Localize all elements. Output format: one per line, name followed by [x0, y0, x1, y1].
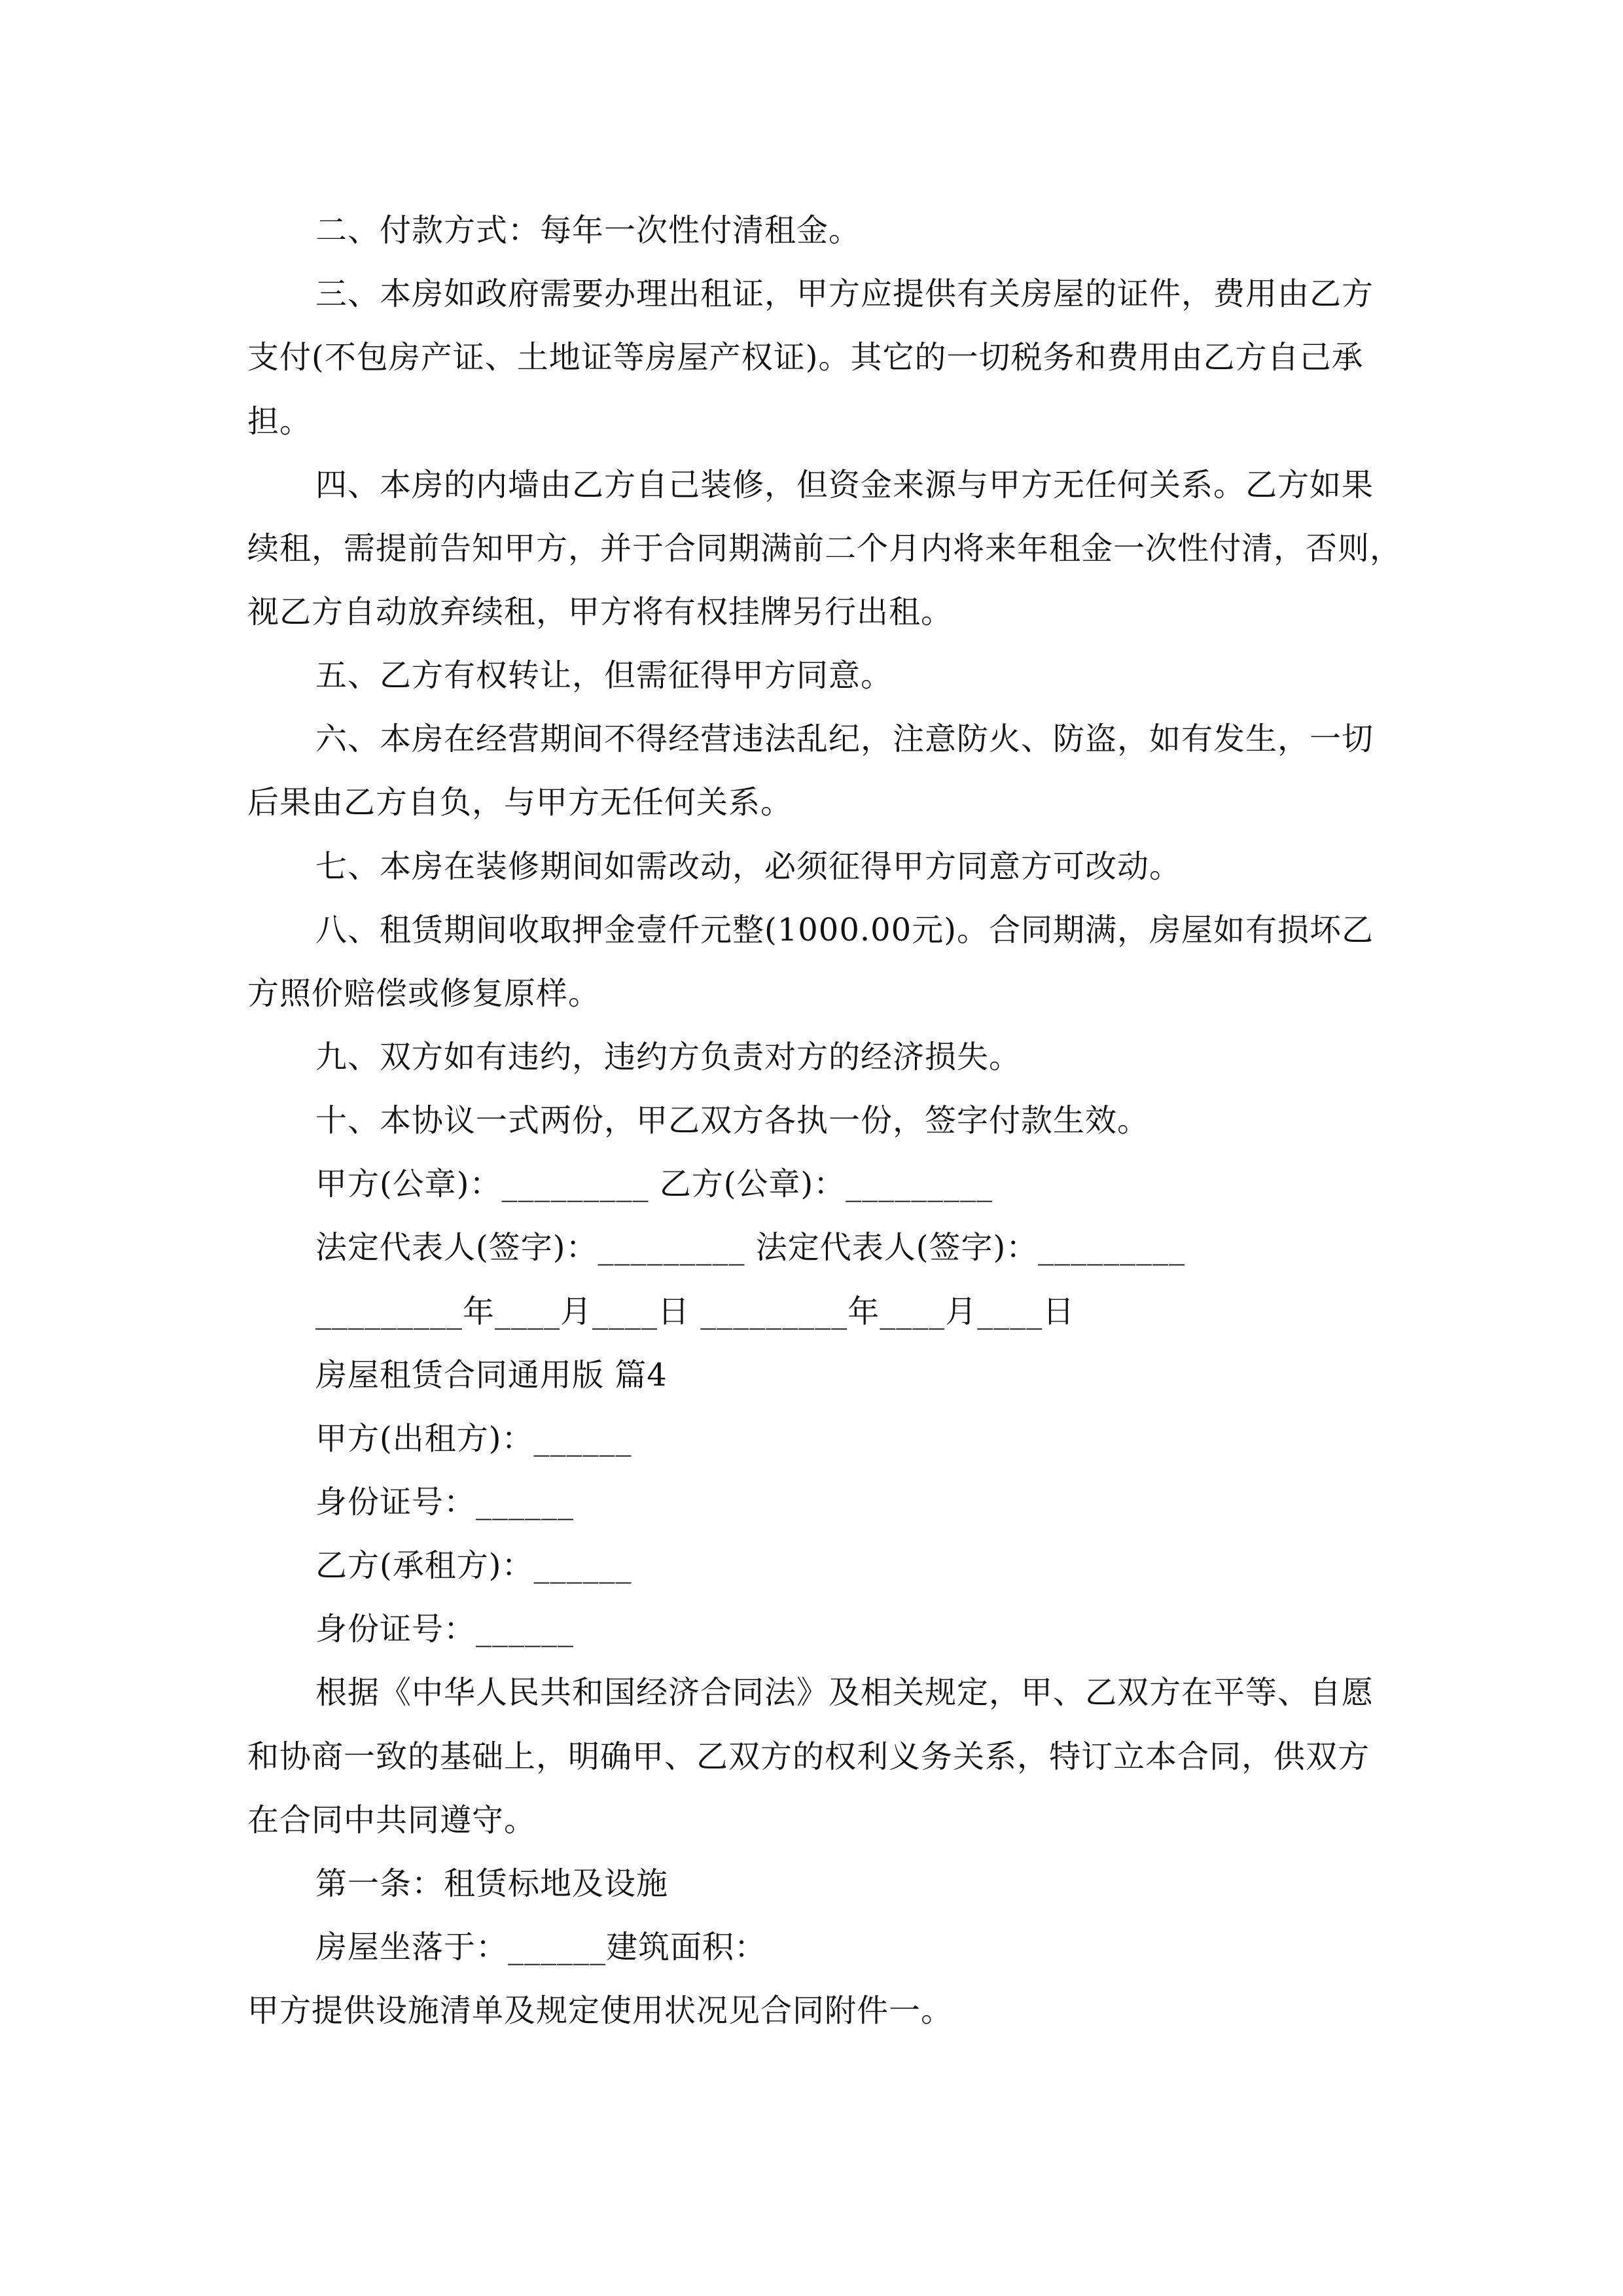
clause-6-line-2: 后果由乙方自负，与甲方无任何关系。 [247, 784, 793, 821]
clause-10-line-1: 十、本协议一式两份，甲乙双方各执一份，签字付款生效。 [315, 1102, 1150, 1139]
clause-6-line-1: 六、本房在经营期间不得经营违法乱纪，注意防火、防盗，如有发生，一切 [315, 721, 1374, 757]
date-line: _________年____月____日 _________年____月____日 [315, 1293, 1075, 1330]
clause-2-line-1: 二、付款方式：每年一次性付清租金。 [315, 212, 861, 249]
article-1-title: 第一条：租赁标地及设施 [315, 1865, 669, 1902]
seal-line: 甲方(公章)：_________ 乙方(公章)：_________ [315, 1166, 993, 1202]
party-a-line: 甲方(出租方)：______ [315, 1420, 632, 1457]
party-b-line: 乙方(承租方)：______ [315, 1547, 632, 1584]
party-a-id-line: 身份证号：______ [315, 1484, 575, 1520]
preamble-line-1: 根据《中华人民共和国经济合同法》及相关规定，甲、乙双方在平等、自愿 [315, 1674, 1374, 1711]
facilities-line: 甲方提供设施清单及规定使用状况见合同附件一。 [247, 1992, 954, 2029]
clause-4-line-3: 视乙方自动放弃续租，甲方将有权挂牌另行出租。 [247, 594, 954, 630]
clause-8-line-1: 八、租赁期间收取押金壹仟元整(1000.00元)。合同期满，房屋如有损坏乙 [315, 912, 1374, 948]
clause-3-line-3: 担。 [247, 403, 312, 440]
preamble-line-3: 在合同中共同遵守。 [247, 1802, 537, 1839]
clause-3-line-2: 支付(不包房产证、土地证等房屋产权证)。其它的一切税务和费用由乙方自己承 [247, 339, 1364, 376]
clause-4-line-2: 续租，需提前告知甲方，并于合同期满前二个月内将来年租金一次性付清，否则， [247, 530, 1402, 567]
clause-9-line-1: 九、双方如有违约，违约方负责对方的经济损失。 [315, 1039, 1022, 1075]
clause-3-line-1: 三、本房如政府需要办理出租证，甲方应提供有关房屋的证件，费用由乙方 [315, 276, 1374, 312]
clause-7-line-1: 七、本房在装修期间如需改动，必须征得甲方同意方可改动。 [315, 848, 1182, 885]
clause-5-line-1: 五、乙方有权转让，但需征得甲方同意。 [315, 657, 893, 694]
party-b-id-line: 身份证号：______ [315, 1611, 575, 1647]
clause-4-line-1: 四、本房的内墙由乙方自己装修，但资金来源与甲方无任何关系。乙方如果 [315, 467, 1374, 503]
clause-8-line-2: 方照价赔偿或修复原样。 [247, 975, 601, 1012]
property-location-line: 房屋坐落于：______建筑面积： [315, 1929, 767, 1965]
contract-heading: 房屋租赁合同通用版 篇4 [315, 1357, 668, 1393]
preamble-line-2: 和协商一致的基础上，明确甲、乙双方的权利义务关系，特订立本合同，供双方 [247, 1738, 1370, 1775]
representative-line: 法定代表人(签字)：_________ 法定代表人(签字)：_________ [315, 1229, 1186, 1266]
